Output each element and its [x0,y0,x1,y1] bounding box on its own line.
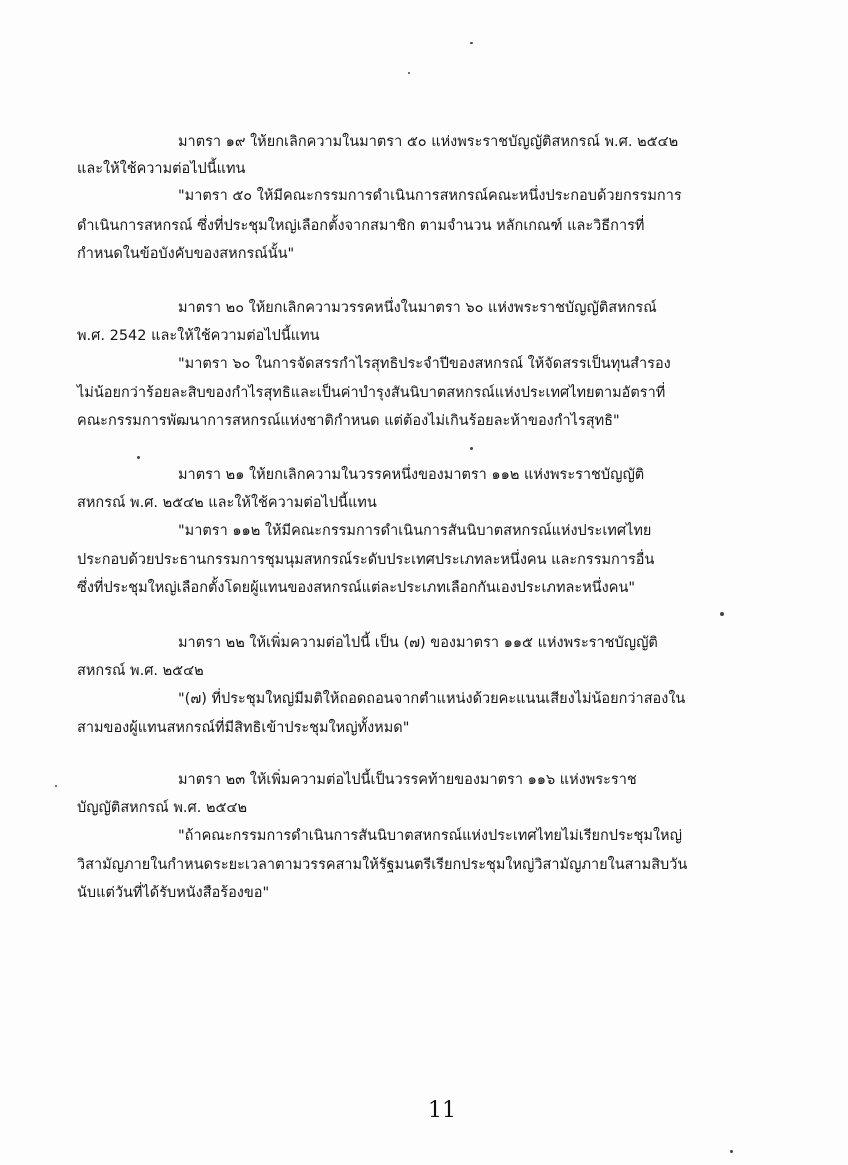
section-23-line-3: "ถ้าคณะกรรมการดำเนินการสันนิบาตสหกรณ์แห่งประเทศไทยไม่เรียกประชุมใหญ่ [178,828,682,844]
section-19-line-3: "มาตรา ๕๐ ให้มีคณะกรรมการดำเนินการสหกรณ์คณะหนึ่งประกอบด้วยกรรมการ [178,188,682,204]
section-20-line-4: ไม่น้อยกว่าร้อยละสิบของกำไรสุทธิและเป็นค่าบำรุงสันนิบาตสหกรณ์แห่งประเทศไทยตามอัตราที่ [77,385,666,401]
section-23-heading: มาตรา ๒๓ ให้เพิ่มความต่อไปนี้เป็นวรรคท้ายของมาตรา ๑๑๖ แห่งพระราช [178,772,637,788]
section-23-line-4: วิสามัญภายในกำหนดระยะเวลาตามวรรคสามให้รัฐมนตรีเรียกประชุมใหญ่วิสามัญภายในสามสิบวัน [77,857,688,873]
section-19-line-5: กำหนดในข้อบังคับของสหกรณ์นั้น" [77,246,295,262]
section-20-line-3: "มาตรา ๖๐ ในการจัดสรรกำไรสุทธิประจำปีของสหกรณ์ ให้จัดสรรเป็นทุนสำรอง [178,356,671,372]
section-21-line-3: "มาตรา ๑๑๒ ให้มีคณะกรรมการดำเนินการสันนิบาตสหกรณ์แห่งประเทศไทย [178,523,652,539]
page-number: 11 [428,1098,456,1123]
scan-speck [470,42,473,44]
scan-speck [55,785,57,787]
section-19-line-4: ดำเนินการสหกรณ์ ซึ่งที่ประชุมใหญ่เลือกตั้งจากสมาชิก ตามจำนวน หลักเกณฑ์ และวิธีการที่ [77,218,645,234]
section-21-line-4: ประกอบด้วยประธานกรรมการชุมนุมสหกรณ์ระดับประเทศประเภทละหนึ่งคน และกรรมการอื่น [77,552,655,568]
section-19-line-2: และให้ใช้ความต่อไปนี้แทน [77,161,246,177]
scan-speck [720,612,724,616]
section-22-line-3: "(๗) ที่ประชุมใหญ่มีมติให้ถอดถอนจากตำแหน่งด้วยคะแนนเสียงไม่น้อยกว่าสองใน [178,691,686,707]
section-21-heading: มาตรา ๒๑ ให้ยกเลิกความในวรรคหนึ่งของมาตรา ๑๑๒ แห่งพระราชบัญญัติ [178,467,645,483]
section-22-line-4: สามของผู้แทนสหกรณ์ที่มีสิทธิเข้าประชุมใหญ่ทั้งหมด" [77,720,410,736]
scan-speck [137,456,140,459]
scan-speck [408,72,410,74]
section-22-heading: มาตรา ๒๒ ให้เพิ่มความต่อไปนี้ เป็น (๗) ของมาตรา ๑๑๕ แห่งพระราชบัญญัติ [178,635,658,651]
section-23-line-2: บัญญัติสหกรณ์ พ.ศ. ๒๕๔๒ [77,800,248,816]
section-20-heading: มาตรา ๒๐ ให้ยกเลิกความวรรคหนึ่งในมาตรา ๖๐ แห่งพระราชบัญญัติสหกรณ์ [178,300,657,316]
scan-speck [730,1150,733,1153]
section-20-line-5: คณะกรรมการพัฒนาการสหกรณ์แห่งชาติกำหนด แต่ต้องไม่เกินร้อยละห้าของกำไรสุทธิ" [77,413,620,429]
section-20-line-2: พ.ศ. 2542 และให้ใช้ความต่อไปนี้แทน [77,328,320,344]
scan-speck [470,447,473,450]
section-23-line-5: นับแต่วันที่ได้รับหนังสือร้องขอ" [77,885,270,901]
section-19-heading: มาตรา ๑๙ ให้ยกเลิกความในมาตรา ๕๐ แห่งพระราชบัญญัติสหกรณ์ พ.ศ. ๒๕๔๒ [178,134,679,150]
section-22-line-2: สหกรณ์ พ.ศ. ๒๕๔๒ [77,663,204,679]
section-21-line-2: สหกรณ์ พ.ศ. ๒๕๔๒ และให้ใช้ความต่อไปนี้แทน [77,495,377,511]
section-21-line-5: ซึ่งที่ประชุมใหญ่เลือกตั้งโดยผู้แทนของสหกรณ์แต่ละประเภทเลือกกันเองประเภทละหนึ่งคน" [77,580,636,596]
